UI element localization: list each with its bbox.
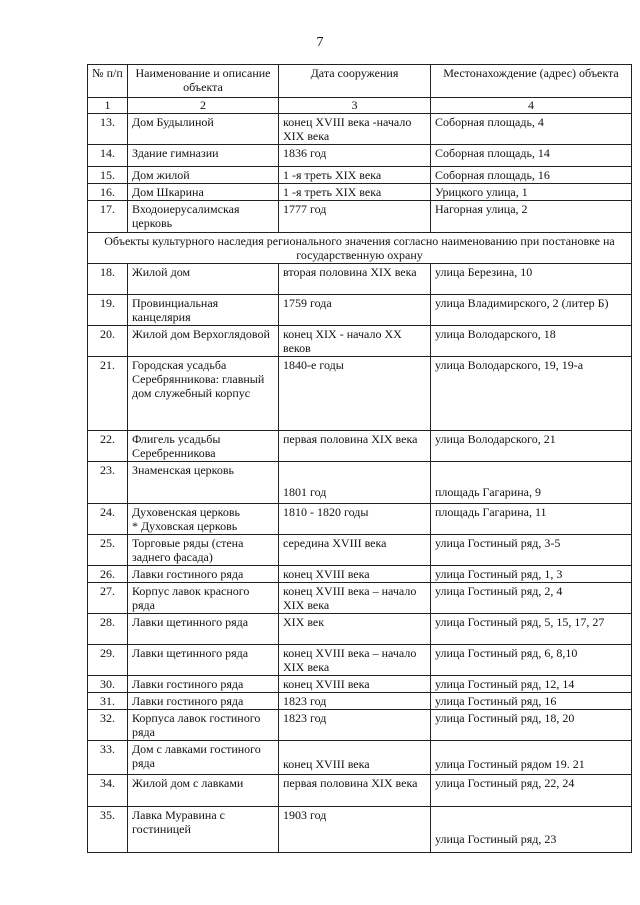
table-row: [88, 710, 632, 741]
table-row: [88, 504, 632, 535]
row-number: 15.: [88, 167, 128, 184]
table-row: [88, 741, 632, 775]
object-location: площадь Гагарина, 11: [431, 504, 632, 535]
row-number: 26.: [88, 566, 128, 583]
construction-date: XIX век: [279, 614, 431, 645]
object-name: Дом жилой: [128, 167, 279, 184]
object-name: Входоиерусалимская церковь: [128, 201, 279, 233]
object-name: [128, 504, 279, 535]
object-location: улица Березина, 10: [431, 264, 632, 295]
construction-date: конец XVIII века -начало XIX века: [279, 114, 431, 145]
header-num: № п/п: [88, 65, 128, 98]
table-row: [88, 295, 632, 326]
col-number-3: 3: [279, 98, 431, 114]
object-name: Флигель усадьбы Серебренникова: [128, 431, 279, 462]
object-name: Лавки гостиного ряда: [128, 566, 279, 583]
object-location: улица Гостиный ряд, 2, 4: [431, 583, 632, 614]
object-name: Здание гимназии: [128, 145, 279, 167]
construction-date: первая половина XIX века: [279, 775, 431, 807]
object-location: улица Владимирского, 2 (литер Б): [431, 295, 632, 326]
object-location: Нагорная улица, 2: [431, 201, 632, 233]
row-number: 21.: [88, 357, 128, 431]
col-number-4: 4: [431, 98, 632, 114]
header-location: Местонахождение (адрес) объекта: [431, 65, 632, 98]
object-location: площадь Гагарина, 9: [431, 462, 632, 504]
section-heading-row: [88, 233, 632, 264]
construction-date: конец XVIII века: [279, 676, 431, 693]
col-number-2: 2: [128, 98, 279, 114]
construction-date: середина XVIII века: [279, 535, 431, 566]
object-location: Соборная площадь, 14: [431, 145, 632, 167]
object-location: улица Гостиный ряд, 6, 8,10: [431, 645, 632, 676]
table-row: [88, 807, 632, 853]
object-location: улица Гостиный ряд, 3-5: [431, 535, 632, 566]
construction-date: конец XVIII века: [279, 566, 431, 583]
object-name: Лавки гостиного ряда: [128, 676, 279, 693]
row-number: 14.: [88, 145, 128, 167]
row-number: 22.: [88, 431, 128, 462]
object-location: Урицкого улица, 1: [431, 184, 632, 201]
table-row: [88, 775, 632, 807]
object-name-primary: Духовенская церковь: [132, 505, 240, 519]
row-number: 27.: [88, 583, 128, 614]
object-location: Соборная площадь, 4: [431, 114, 632, 145]
construction-date: 1823 год: [279, 693, 431, 710]
table-header-row: [88, 65, 632, 98]
object-location: Соборная площадь, 16: [431, 167, 632, 184]
construction-date: 1 -я треть XIX века: [279, 184, 431, 201]
row-number: 33.: [88, 741, 128, 775]
table-row: [88, 264, 632, 295]
object-location: улица Гостиный ряд, 22, 24: [431, 775, 632, 807]
table-row: [88, 431, 632, 462]
table-row: [88, 645, 632, 676]
construction-date: 1810 - 1820 годы: [279, 504, 431, 535]
construction-date: 1823 год: [279, 710, 431, 741]
section-heading: Объекты культурного наследия регионального значения согласно наименованию при постановке на государственную охрану: [88, 233, 632, 264]
col-number-1: 1: [88, 98, 128, 114]
row-number: 32.: [88, 710, 128, 741]
table-row: [88, 201, 632, 233]
construction-date: 1777 год: [279, 201, 431, 233]
object-name: Провинциальная канцелярия: [128, 295, 279, 326]
object-name: Торговые ряды (стена заднего фасада): [128, 535, 279, 566]
table-row: [88, 462, 632, 504]
construction-date: 1840-е годы: [279, 357, 431, 431]
row-number: 23.: [88, 462, 128, 504]
construction-date: 1903 год: [279, 807, 431, 853]
object-name: Лавки щетинного ряда: [128, 614, 279, 645]
row-number: 13.: [88, 114, 128, 145]
object-name: Городская усадьба Серебрянникова: главный дом служебный корпус: [128, 357, 279, 431]
construction-date: конец XVIII века – начало XIX века: [279, 583, 431, 614]
row-number: 19.: [88, 295, 128, 326]
table-row: [88, 326, 632, 357]
object-name-alt: * Духовская церковь: [132, 519, 238, 533]
row-number: 28.: [88, 614, 128, 645]
object-location: улица Гостиный ряд, 23: [431, 807, 632, 853]
construction-date: 1801 год: [279, 462, 431, 504]
row-number: 34.: [88, 775, 128, 807]
row-number: 35.: [88, 807, 128, 853]
object-name: Дом Шкарина: [128, 184, 279, 201]
object-name: Знаменская церковь: [128, 462, 279, 504]
object-location: улица Гостиный ряд, 16: [431, 693, 632, 710]
table-row: [88, 583, 632, 614]
object-name: Жилой дом Верхоглядовой: [128, 326, 279, 357]
row-number: 16.: [88, 184, 128, 201]
heritage-objects-table: [87, 64, 632, 853]
table-row: [88, 676, 632, 693]
construction-date: конец XVIII века: [279, 741, 431, 775]
construction-date: 1 -я треть XIX века: [279, 167, 431, 184]
row-number: 18.: [88, 264, 128, 295]
object-location: улица Гостиный ряд, 18, 20: [431, 710, 632, 741]
object-location: улица Гостиный рядом 19. 21: [431, 741, 632, 775]
table-row: [88, 535, 632, 566]
table-row: [88, 614, 632, 645]
construction-date: конец XIX - начало XX веков: [279, 326, 431, 357]
object-location: улица Гостиный ряд, 5, 15, 17, 27: [431, 614, 632, 645]
row-number: 17.: [88, 201, 128, 233]
row-number: 25.: [88, 535, 128, 566]
construction-date: вторая половина XIX века: [279, 264, 431, 295]
row-number: 20.: [88, 326, 128, 357]
table-row: [88, 357, 632, 431]
object-name: Дом с лавками гостиного ряда: [128, 741, 279, 775]
table-row: [88, 566, 632, 583]
header-name: Наименование и описание объекта: [128, 65, 279, 98]
table-row: [88, 693, 632, 710]
object-name: Лавки гостиного ряда: [128, 693, 279, 710]
object-location: улица Володарского, 18: [431, 326, 632, 357]
object-name: Дом Будылиной: [128, 114, 279, 145]
object-location: улица Гостиный ряд, 1, 3: [431, 566, 632, 583]
table-row: [88, 114, 632, 145]
header-date: Дата сооружения: [279, 65, 431, 98]
object-location: улица Володарского, 21: [431, 431, 632, 462]
construction-date: конец XVIII века – начало XIX века: [279, 645, 431, 676]
object-location: улица Володарского, 19, 19-а: [431, 357, 632, 431]
object-name: Лавки щетинного ряда: [128, 645, 279, 676]
column-number-row: [88, 98, 632, 114]
construction-date: 1836 год: [279, 145, 431, 167]
object-name: Корпус лавок красного ряда: [128, 583, 279, 614]
object-name: Корпуса лавок гостиного ряда: [128, 710, 279, 741]
object-location: улица Гостиный ряд, 12, 14: [431, 676, 632, 693]
table-row: [88, 145, 632, 167]
construction-date: первая половина XIX века: [279, 431, 431, 462]
object-name: Жилой дом: [128, 264, 279, 295]
object-name: Лавка Муравина с гостиницей: [128, 807, 279, 853]
construction-date: 1759 года: [279, 295, 431, 326]
table-row: [88, 167, 632, 184]
row-number: 30.: [88, 676, 128, 693]
table-row: [88, 184, 632, 201]
page-number: 7: [316, 35, 324, 50]
row-number: 24.: [88, 504, 128, 535]
row-number: 31.: [88, 693, 128, 710]
object-name: Жилой дом с лавками: [128, 775, 279, 807]
row-number: 29.: [88, 645, 128, 676]
